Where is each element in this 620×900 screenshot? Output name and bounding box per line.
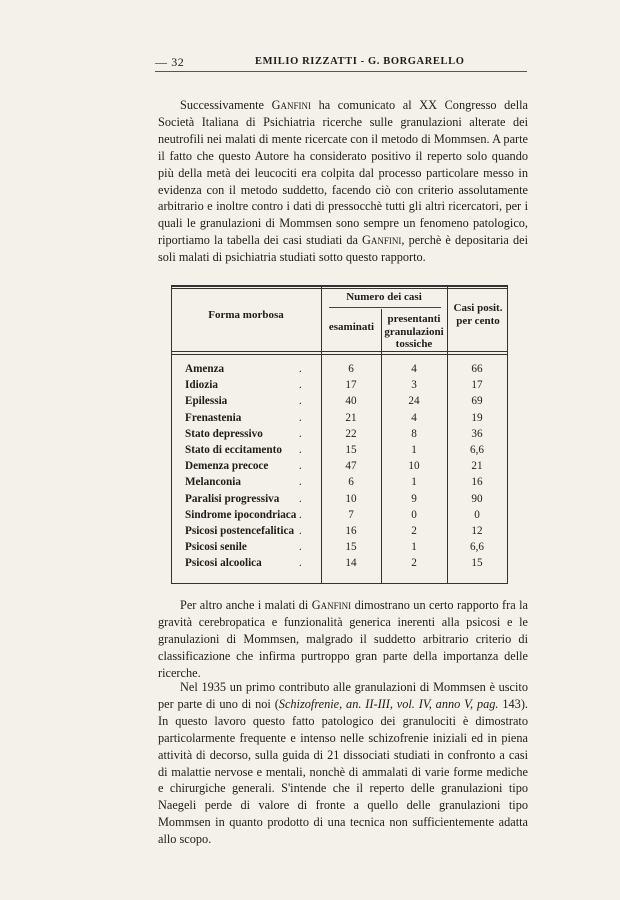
- leader-dots: .: [299, 508, 310, 521]
- cell-esaminati: 6: [348, 476, 354, 489]
- leader-dots: .: [299, 444, 310, 456]
- cell-esaminati: 17: [345, 379, 357, 392]
- cell-presentanti: 2: [411, 525, 417, 537]
- cell-forma-morbosa: Psicosi postencefalitica: [185, 525, 295, 537]
- cell-esaminati: 15: [345, 444, 357, 456]
- cell-forma-morbosa: Sindrome ipocondriaca: [185, 508, 297, 521]
- cell-forma-morbosa: Amenza: [185, 363, 225, 375]
- header-rule: [155, 71, 527, 72]
- cell-forma-morbosa: Demenza precoce: [185, 460, 269, 473]
- leader-dots: .: [299, 411, 310, 424]
- intro-paragraph: Successivamente Ganfini ha comunicato al XX Congresso della Società Italiana di Psichiatria ricerche sulle granulazioni alterate dei neutrofili nei malati di mente ricercate con il metodo di Mommsen. A parte il fatto che questo Autore ha considerato positivo il reperto solo quando più della metà dei leucociti era colpita dal processo particolare messo in evidenza con il metodo suddetto, facendo ciò con criterio assolutamente arbitrario e inoltre contro i dati di pressocchè tutti gli altri ricercatori, per i quali le granulazioni di Mommsen sono sempre un fenomeno patologico, riportiamo la tabella dei casi studiati da Ganfini, perchè è depositaria dei soli malati di psichiatria studiati sotto questo rapporto.: [158, 98, 529, 265]
- header-casi-posit: Casi posit. per cento: [453, 302, 503, 327]
- cell-presentanti: 2: [411, 557, 417, 570]
- cell-per-cento: 15: [471, 557, 483, 570]
- cell-per-cento: 16: [471, 476, 483, 489]
- cell-esaminati: 6: [348, 363, 354, 375]
- cell-esaminati: 47: [345, 460, 357, 473]
- running-head-authors: EMILIO RIZZATTI - G. BORGARELLO: [255, 56, 465, 67]
- author-name: Ganfini: [362, 233, 402, 248]
- cell-esaminati: 16: [345, 525, 357, 537]
- cell-per-cento: 12: [471, 525, 483, 537]
- cell-esaminati: 21: [345, 411, 357, 424]
- cell-per-cento: 6,6: [470, 541, 484, 554]
- cell-forma-morbosa: Epilessia: [185, 395, 228, 408]
- citation: Schizofrenie, an. II-III, vol. IV, anno V, pag.: [278, 696, 499, 711]
- cell-esaminati: 10: [345, 492, 357, 505]
- cell-per-cento: 6,6: [470, 444, 484, 456]
- leader-dots: .: [299, 476, 310, 489]
- cell-presentanti: 1: [411, 541, 417, 554]
- leader-dots: .: [299, 363, 310, 375]
- cell-per-cento: 19: [471, 411, 483, 424]
- paragraph-3: Nel 1935 un primo contributo alle granulazioni di Mommsen è uscito per parte di uno di noi (Schizofrenie, an. II-III, vol. IV, anno V, pag. 143). In questo lavoro questo fatto patologico dei granulociti è dimostrato particolarmente frequente e intenso nelle schizofrenie iniziali ed in piena attività di decorso, sulla guida di 21 dissociati studiati in confronto a casi di malattie nervose e mentali, nonchè di ammalati di varie forme mediche e chirurgiche generali. S'intende che il reperto delle granulazioni tipo Naegeli perde di valore di fronte a quello delle granulazioni tipo Mommsen in quanto prodotto di una tecnica non sufficientemente adatta allo scopo.: [158, 680, 528, 847]
- cell-per-cento: 69: [471, 395, 483, 408]
- leader-dots: .: [299, 557, 310, 570]
- cell-presentanti: 1: [411, 444, 417, 456]
- cell-per-cento: 90: [471, 492, 483, 505]
- page-number: — 32: [155, 55, 185, 69]
- cell-forma-morbosa: Psicosi alcoolica: [185, 557, 262, 570]
- leader-dots: .: [299, 525, 310, 537]
- cell-esaminati: 40: [345, 395, 357, 408]
- cell-forma-morbosa: Stato di eccitamento: [185, 444, 282, 456]
- cell-esaminati: 14: [345, 557, 357, 570]
- cell-esaminati: 7: [348, 508, 354, 521]
- cell-presentanti: 4: [411, 411, 417, 424]
- author-name: Ganfini: [311, 598, 352, 612]
- cell-presentanti: 4: [411, 363, 417, 375]
- cell-per-cento: 36: [471, 427, 483, 440]
- leader-dots: .: [299, 460, 310, 473]
- cell-presentanti: 1: [411, 476, 417, 489]
- running-header: [155, 55, 525, 71]
- header-forma-morbosa: Forma morbosa: [208, 309, 284, 321]
- cell-per-cento: 66: [471, 363, 483, 375]
- cell-per-cento: 21: [471, 460, 483, 473]
- cell-presentanti: 9: [411, 492, 417, 505]
- leader-dots: .: [299, 492, 310, 505]
- cell-forma-morbosa: Idiozia: [185, 379, 218, 392]
- cell-presentanti: 0: [411, 508, 417, 521]
- cell-forma-morbosa: Stato depressivo: [185, 427, 263, 440]
- leader-dots: .: [299, 395, 310, 408]
- data-table: [171, 285, 507, 585]
- cell-esaminati: 22: [345, 427, 357, 440]
- cell-forma-morbosa: Psicosi senile: [185, 541, 247, 554]
- header-esaminati: esaminati: [328, 321, 375, 333]
- leader-dots: .: [299, 541, 310, 554]
- cell-forma-morbosa: Melanconia: [185, 476, 241, 489]
- header-presentanti: presentanti granulazioni tossiche: [384, 313, 444, 350]
- leader-dots: .: [299, 427, 310, 440]
- cell-presentanti: 24: [408, 395, 420, 408]
- cell-presentanti: 3: [411, 379, 417, 392]
- paragraph-2: Per altro anche i malati di Ganfini dimostrano un certo rapporto fra la gravità cerebropatica e funzionalità generica inerenti alla psicosi e le granulazioni di Mommsen, malgrado il suddetto arbitrario criterio di classificazione che infirma purtroppo gran parte della importanza delle ricerche.: [158, 598, 528, 680]
- author-name: Ganfini: [271, 98, 311, 112]
- cell-forma-morbosa: Frenastenia: [185, 411, 242, 424]
- cell-per-cento: 0: [474, 508, 480, 521]
- cell-presentanti: 10: [408, 460, 420, 473]
- cell-forma-morbosa: Paralisi progressiva: [185, 492, 280, 505]
- cell-esaminati: 15: [345, 541, 357, 554]
- cell-per-cento: 17: [471, 379, 483, 392]
- header-numero-dei-casi: Numero dei casi: [346, 291, 422, 303]
- leader-dots: .: [299, 379, 310, 392]
- cell-presentanti: 8: [411, 427, 417, 440]
